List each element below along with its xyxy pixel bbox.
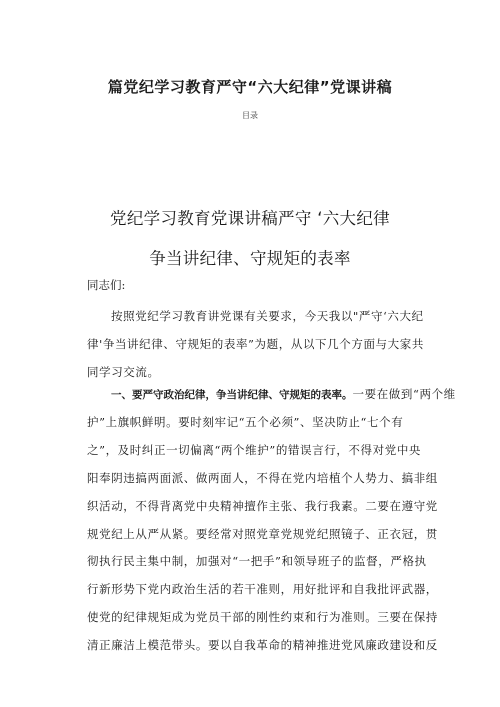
section-heading-line2: 争当讲纪律、守规矩的表率 (149, 249, 351, 268)
paragraph-line: 律'争当讲纪律、守规矩的表率”为题，从以下几个方面与大家共 (87, 337, 424, 351)
point-one-text: 一要在做到“两个维 (352, 387, 456, 401)
paragraph-line: 同学习交流。 (87, 365, 160, 379)
section-heading-line1: 党纪学习教育党课讲稿严守 ‘六大纪律 (110, 209, 390, 228)
paragraph-line: 行新形势下党内政治生活的若干准则，用好批评和自我批评武器， (87, 582, 438, 596)
paragraph-line: 清正廉洁上模范带头。要以自我革命的精神推进党风廉政建设和反 (87, 638, 438, 652)
paragraph-line: 织活动，不得背离党中央精神擅作主张、我行我素。二要在遵守党 (87, 499, 438, 513)
toc-label: 目录 (242, 111, 258, 120)
paragraph-line: 阳奉阴违搞两面派、做两面人，不得在党内培植个人势力、搞非组 (87, 471, 438, 485)
point-one-lead: 一、要严守政治纪律，争当讲纪律、守规矩的表率。 (111, 389, 353, 401)
paragraph-line: 规党纪上从严从紧。要经常对照党章党规党纪照镜子、正衣冠，贯 (87, 527, 438, 541)
paragraph-line (111, 386, 456, 402)
paragraph-line: 按照党纪学习教育讲党课有关要求，今天我以"严守‘六大纪 (111, 309, 424, 323)
salutation: 同志们: (87, 278, 126, 292)
document-title: 篇党纪学习教育严守“六大纪律”党课讲稿 (107, 78, 393, 96)
paragraph-line: 护”上旗帜鲜明。要时刻牢记“五个必须”、坚决防止“七个有 (87, 415, 404, 429)
paragraph-line: 使党的纪律规矩成为党员干部的刚性约束和行为准则。三要在保持 (87, 610, 438, 624)
paragraph-line: 彻执行民主集中制，加强对“一把手”和领导班子的监督，严格执 (87, 554, 427, 568)
paragraph-line: 之”，及时纠正一切偏离“两个维护”的错误言行，不得对党中央 (87, 443, 422, 457)
